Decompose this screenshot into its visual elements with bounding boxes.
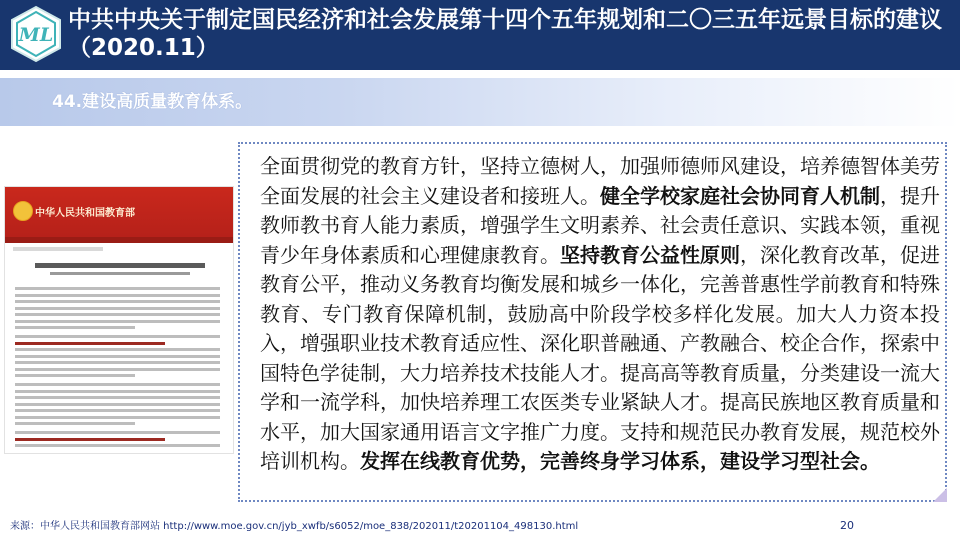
thumbnail-text-line xyxy=(15,409,220,412)
body-text-emphasis: 健全学校家庭社会协同育人机制 xyxy=(600,183,880,208)
emblem-icon xyxy=(13,201,33,221)
thumbnail-breadcrumb xyxy=(13,247,103,251)
thumbnail-text-line xyxy=(15,361,220,364)
thumbnail-text-line xyxy=(15,396,220,399)
section-heading: 44.建设高质量教育体系。 xyxy=(52,92,253,112)
body-text-segment: 全面贯彻党的教育方针，坚持立德树人，加强师德师风建设，培养德智体美劳全面发展的社会主义建设者和接班人。 xyxy=(260,154,940,208)
body-text-segment: ，深化教育改革，促进教育公平，推动义务教育均衡发展和城乡一体化，完善普惠性学前教育和特殊教育、专门教育保障机制，鼓励高中阶段学校多样化发展。加大人力资本投入，增强职业技术教育适应性、深化职普融通、产教融合、校企合作，探索中国特色学徒制，大力培养技术技能人才。提高高等教育质量，分类建设一流大学和一流学科，加快培养理工农医类专业紧缺人才。提高民族地区教育质量和水平，加大国家通用语言文字推广力度。支持和规范民办教育发展，规范校外培训机构。 xyxy=(260,242,940,473)
page-number: 20 xyxy=(840,519,854,532)
body-text-segment: ，提升教师教书育人能力素质，增强学生文明素养、社会责任意识、实践本领，重视青少年身体素质和心理健康教育。 xyxy=(260,183,940,267)
thumbnail-text-line xyxy=(15,294,220,297)
page-title: 中共中央关于制定国民经济和社会发展第十四个五年规划和二〇三五年远景目标的建议（2020.11） xyxy=(68,7,942,61)
thumbnail-text-line xyxy=(15,390,220,393)
thumbnail-text-line xyxy=(15,368,220,371)
thumbnail-text-line xyxy=(15,335,220,338)
thumbnail-heading-line xyxy=(35,263,205,268)
thumbnail-subheading-line xyxy=(50,272,190,275)
thumbnail-text-line xyxy=(15,431,220,434)
logo-icon xyxy=(6,4,66,64)
thumbnail-text-line xyxy=(15,326,135,329)
thumbnail-text-line xyxy=(15,287,220,290)
thumbnail-text-line xyxy=(15,307,220,310)
thumbnail-text-line xyxy=(15,313,220,316)
thumbnail-text-line xyxy=(15,355,220,358)
thumbnail-text-line xyxy=(15,342,165,345)
logo-text: ML xyxy=(18,24,54,46)
frame-corner-decoration xyxy=(933,488,947,502)
thumbnail-text-line xyxy=(15,416,220,419)
thumbnail-text-line xyxy=(15,438,165,441)
document-thumbnail xyxy=(4,186,234,454)
thumbnail-text-line xyxy=(15,383,220,386)
source-note: 来源：中华人民共和国教育部网站 http://www.moe.gov.cn/jyb_xwfb/s6052/moe_838/202011/t20201104_498130.html xyxy=(10,521,579,532)
thumbnail-text-line xyxy=(15,403,220,406)
thumbnail-text-line xyxy=(15,422,135,425)
body-text xyxy=(260,152,940,477)
thumbnail-site-name: 中华人民共和国教育部 xyxy=(35,208,135,219)
thumbnail-text-line xyxy=(15,444,220,447)
thumbnail-nav-bar xyxy=(5,237,233,243)
body-text-emphasis: 发挥在线教育优势，完善终身学习体系，建设学习型社会。 xyxy=(360,449,880,473)
body-text-emphasis: 坚持教育公益性原则 xyxy=(560,242,740,267)
thumbnail-text-line xyxy=(15,320,220,323)
thumbnail-text-line xyxy=(15,374,135,377)
thumbnail-text-line xyxy=(15,300,220,303)
thumbnail-text-line xyxy=(15,348,220,351)
